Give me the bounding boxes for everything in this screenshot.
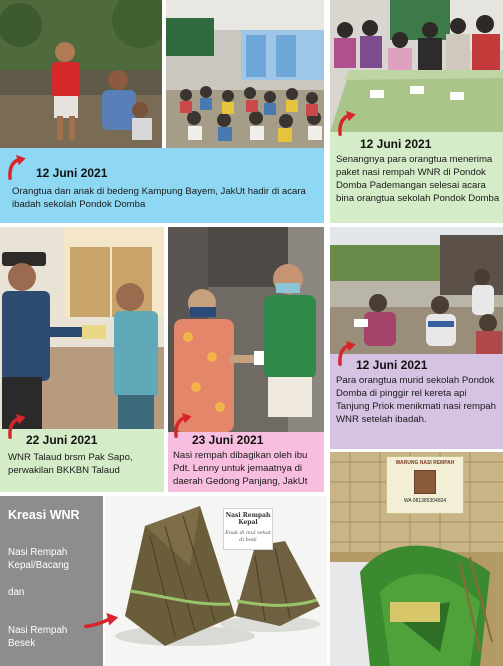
caption-text-2: Senangnya para orangtua menerima paket nasi rempah WNR di Pondok Domba Pademangan selesai acara bina orangtua sekolah Pondok Domba <box>336 154 500 204</box>
kepal-label-title: Nasi Rempah Kepal <box>225 512 271 526</box>
caption-date-4: 23 Juni 2021 <box>192 433 264 447</box>
caption-box-1 <box>0 148 324 223</box>
caption-box-4 <box>168 432 324 492</box>
besek-label-title: WARUNG NASI REMPAH <box>395 460 455 466</box>
kreasi-box <box>0 496 103 666</box>
red-arrow-right-icon <box>84 610 120 632</box>
caption-date-3: 22 Juni 2021 <box>26 433 98 447</box>
photo-kampung-bayem <box>0 0 162 148</box>
besek-label-phone: WA 081385304824 <box>403 498 447 504</box>
caption-box-5 <box>330 354 503 449</box>
red-arrow-icon <box>334 110 360 136</box>
photo-talaud <box>0 227 164 429</box>
kepal-label-card <box>223 508 273 550</box>
besek-label-image <box>414 470 436 494</box>
photo-nasi-kepal <box>105 496 327 666</box>
photo-nasi-besek <box>330 452 503 666</box>
red-arrow-icon <box>4 154 30 180</box>
caption-text-5: Para orangtua murid sekolah Pondok Domba di pinggir rel kereta api Tanjung Priok menikmati nasi rempah WNR setelah ibadah. <box>336 375 496 425</box>
kreasi-item-1: Nasi Rempah Kepal/Bacang <box>8 547 70 571</box>
kreasi-connector: dan <box>8 587 25 598</box>
caption-date-5: 12 Juni 2021 <box>356 358 428 372</box>
besek-label-card <box>386 456 464 514</box>
caption-date-2: 12 Juni 2021 <box>360 137 432 151</box>
caption-text-1: Orangtua dan anak di bedeng Kampung Bayem, JakUt hadir di acara ibadah sekolah Pondok Domba <box>12 186 306 210</box>
caption-text-4: Nasi rempah dibagikan oleh ibu Pdt. Lenny untuk jemaatnya di daerah Gedong Panjang, JakUt <box>173 450 308 487</box>
caption-box-3 <box>0 429 164 492</box>
caption-text-3: WNR Talaud brsm Pak Sapo, perwakilan BKKBN Talaud <box>8 452 133 476</box>
kepal-label-subtitle: Enak di mul sehat di bodi <box>225 530 271 543</box>
photo-tanjung-priok <box>330 227 503 354</box>
photo-gedong-panjang <box>168 227 324 432</box>
kreasi-title: Kreasi WNR <box>8 508 80 522</box>
photo-classroom <box>166 0 324 148</box>
caption-date-1: 12 Juni 2021 <box>36 166 108 180</box>
kreasi-item-2: Nasi Rempah Besek <box>8 625 68 649</box>
caption-box-2 <box>330 132 503 223</box>
